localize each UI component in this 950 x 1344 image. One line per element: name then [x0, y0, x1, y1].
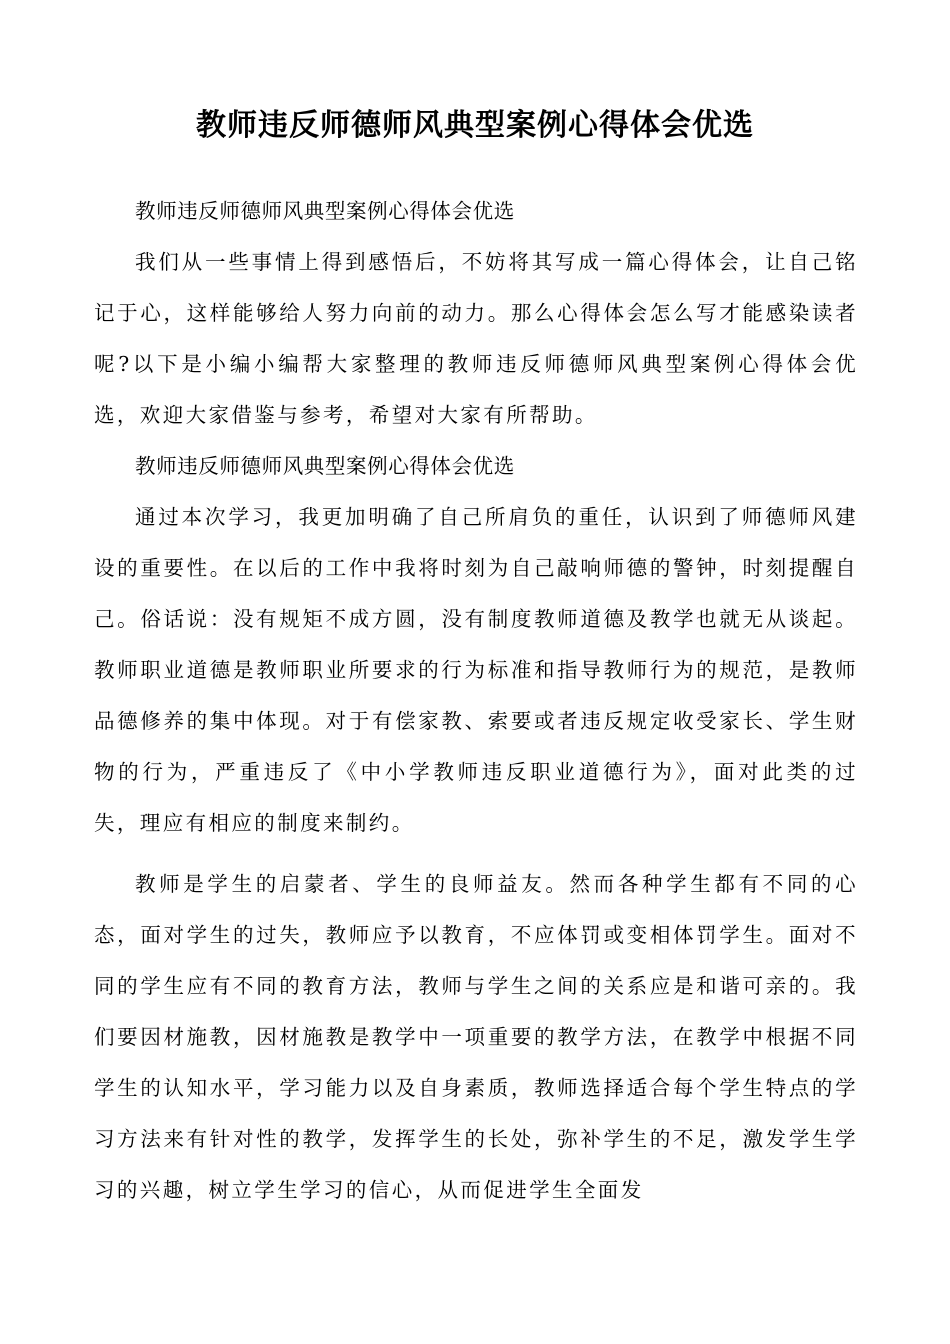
intro-paragraph: 我们从一些事情上得到感悟后，不妨将其写成一篇心得体会，让自己铭记于心，这样能够给人努力向前的动力。那么心得体会怎么写才能感染读者呢?以下是小编小编帮大家整理的教师违反师德师风典型案例心得体会优选，欢迎大家借鉴与参考，希望对大家有所帮助。 [94, 250, 858, 427]
subtitle-paragraph: 教师违反师德师风典型案例心得体会优选 [135, 199, 515, 223]
body-paragraph: 教师是学生的启蒙者、学生的良师益友。然而各种学生都有不同的心态，面对学生的过失，教师应予以教育，不应体罚或变相体罚学生。面对不同的学生应有不同的教育方法，教师与学生之间的关系应是和谐可亲的。我们要因材施教，因材施教是教学中一项重要的教学方法，在教学中根据不同学生的认知水平，学习能力以及自身素质，教师选择适合每个学生特点的学习方法来有针对性的教学，发挥学生的长处，弥补学生的不足，激发学生学习的兴趣，树立学生学习的信心，从而促进学生全面发 [94, 872, 858, 1202]
document-body [94, 186, 858, 1216]
document-title: 教师违反师德师风典型案例心得体会优选 [196, 108, 754, 143]
body-paragraph: 通过本次学习，我更加明确了自己所肩负的重任，认识到了师德师风建设的重要性。在以后的工作中我将时刻为自己敲响师德的警钟，时刻提醒自己。俗话说：没有规矩不成方圆，没有制度教师道德及教学也就无从谈起。教师职业道德是教师职业所要求的行为标准和指导教师行为的规范，是教师品德修养的集中体现。对于有偿家教、索要或者违反规定收受家长、学生财物的行为，严重违反了《中小学教师违反职业道德行为》，面对此类的过失，理应有相应的制度来制约。 [94, 505, 858, 835]
section-heading-paragraph: 教师违反师德师风典型案例心得体会优选 [135, 454, 515, 478]
